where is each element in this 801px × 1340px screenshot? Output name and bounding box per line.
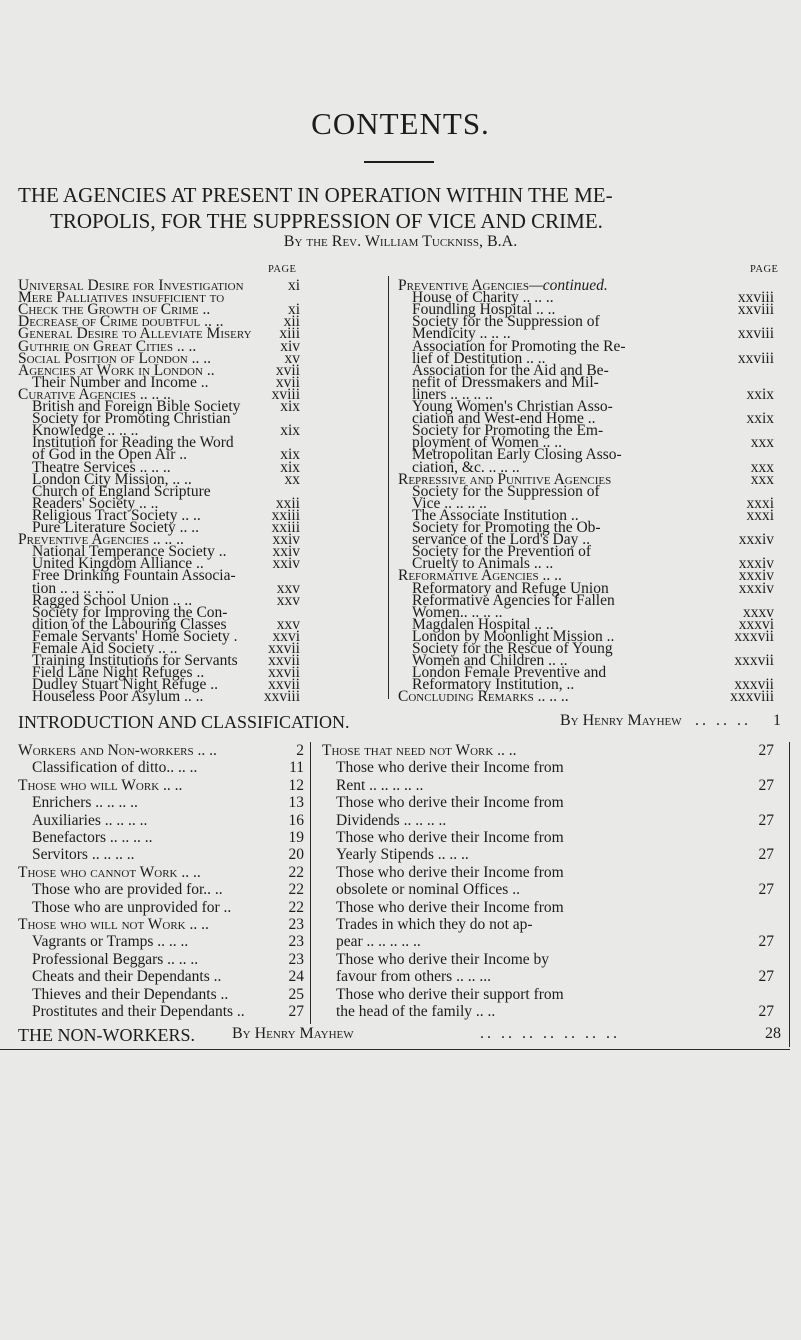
toc-entry-page: xiv <box>280 337 300 355</box>
toc-entry-text: Those who will Work .. .. <box>18 776 183 794</box>
toc-entry-text: Female Aid Society .. .. <box>32 640 178 657</box>
toc-entry-text: Trades in which they do not ap- <box>336 916 533 933</box>
toc-entry-page: 27 <box>758 846 774 864</box>
toc-entry-text: Those who are provided for.. .. <box>32 881 223 899</box>
toc-entry-text: Association for Promoting the Re- <box>412 337 626 355</box>
toc-entry-text: tion .. .. .. .. .. <box>32 579 115 597</box>
toc-entry-text: Training Institutions for Servants <box>32 652 238 670</box>
toc-entry-text: Society for the Rescue of Young <box>412 640 613 657</box>
toc-entry-page: xxx <box>750 458 774 476</box>
toc-entry-text: Mere Palliatives insufficient to <box>18 289 225 307</box>
toc-entry-page: xxvii <box>268 664 300 682</box>
toc-entry-page: 27 <box>758 776 774 794</box>
page-column-label-left: PAGE <box>268 264 297 275</box>
toc-entry-page: xxxvii <box>734 676 774 694</box>
toc-entry-page: xv <box>284 349 300 367</box>
toc-entry <box>322 759 774 777</box>
toc-entry-text: Check the Growth of Crime .. <box>18 301 211 319</box>
toc-entry-page: 22 <box>288 898 304 916</box>
toc-entry-text: Society for Promoting Christian <box>32 410 231 428</box>
toc-entry-page: xxvi <box>272 627 300 645</box>
toc-entry-page: 27 <box>288 1003 304 1020</box>
toc-entry <box>18 933 304 951</box>
toc-entry-page: xviii <box>271 385 300 403</box>
page-title: CONTENTS. <box>311 106 490 141</box>
toc-entry-page: xix <box>280 446 300 464</box>
toc-entry-text: Rent .. .. .. .. .. <box>336 776 424 794</box>
toc-entry-page: xix <box>280 422 300 440</box>
toc-entry-text: Theatre Services .. .. .. <box>32 458 171 476</box>
toc-entry-text: Magdalen Hospital .. .. <box>412 615 554 633</box>
right-edge-rule <box>789 742 790 1047</box>
toc-entry-text: Society for the Prevention of <box>412 543 592 561</box>
section1-title-line1: THE AGENCIES AT PRESENT IN OPERATION WITHIN THE ME- <box>18 183 613 207</box>
toc-section-entry <box>322 742 774 760</box>
toc-entry-page: 23 <box>288 950 304 968</box>
toc-entry-text: servance of the Lord's Day .. <box>412 531 590 549</box>
column-divider <box>388 276 389 699</box>
toc-entry-text: Female Servants' Home Society . <box>32 627 238 645</box>
toc-entry-page: 12 <box>288 776 304 794</box>
toc-entry-text: Guthrie on Great Cities .. .. <box>18 337 197 355</box>
toc-entry <box>322 864 774 882</box>
toc-entry-text: London Female Preventive and <box>412 664 607 682</box>
section1-author: By the Rev. William Tuckniss, B.A. <box>283 233 518 250</box>
section3-dots: .. .. .. .. .. .. .. <box>480 1025 620 1042</box>
toc-entry-page: xxviii <box>263 688 300 706</box>
toc-entry-text: of God in the Open Air .. <box>32 446 187 464</box>
toc-entry-text: Pure Literature Society .. .. <box>32 519 200 536</box>
toc-entry-page: 27 <box>758 881 774 899</box>
title-rule <box>364 161 434 163</box>
toc-entry-text: Society for the Suppression of <box>412 313 600 331</box>
toc-entry <box>322 829 774 847</box>
toc-entry-page: 27 <box>758 742 774 759</box>
toc-entry-page: xxvii <box>268 640 300 657</box>
toc-entry-page: xxxvii <box>734 652 774 670</box>
toc-entry-text: pear .. .. .. .. .. <box>336 933 421 951</box>
toc-section-entry <box>18 864 304 882</box>
toc-entry-text: Those who derive their Income from <box>336 794 564 812</box>
toc-entry <box>18 846 304 864</box>
toc-entry-page: xxix <box>746 410 774 428</box>
toc-entry-text: Those who will not Work .. .. <box>18 916 209 933</box>
toc-entry-text: Yearly Stipends .. .. .. <box>336 846 469 864</box>
toc-entry-text: Curative Agencies .. .. .. <box>18 385 171 403</box>
toc-entry-page: xxv <box>276 579 300 597</box>
toc-entry-text: Professional Beggars .. .. .. <box>32 950 199 968</box>
toc-entry <box>322 777 774 795</box>
toc-entry <box>322 933 774 951</box>
toc-entry-text: Association for the Aid and Be- <box>412 361 609 379</box>
section2-title: INTRODUCTION AND CLASSIFICATION. <box>18 712 350 732</box>
toc-entry <box>18 829 304 847</box>
toc-entry-text: General Desire to Alleviate Misery <box>18 325 252 343</box>
toc-entry-text: Foundling Hospital .. .. <box>412 301 556 319</box>
toc-entry-text: Cruelty to Animals .. .. <box>412 555 554 573</box>
toc-entry-text: Field Lane Night Refuges .. <box>32 664 205 682</box>
toc-entry-text: Cheats and their Dependants .. <box>32 968 222 986</box>
toc-entry-text: Workers and Non-workers .. .. <box>18 742 217 759</box>
toc-entry-text: Society for Promoting the Em- <box>412 422 604 440</box>
toc-entry-page: xi <box>287 277 300 294</box>
section3-page: 28 <box>765 1025 781 1042</box>
toc-entry-text: Their Number and Income .. <box>32 373 209 391</box>
section2-author: By Henry Mayhew <box>560 712 682 729</box>
toc-entry-text: Houseless Poor Asylum .. .. <box>32 688 204 706</box>
toc-entry-page: 22 <box>288 863 304 881</box>
header-main-text: Preventive Agencies <box>398 277 529 294</box>
toc-entry-text: Vice .. .. .. .. <box>412 494 487 512</box>
toc-entry-text: Repressive and Punitive Agencies <box>398 470 612 488</box>
toc-entry-page: xvii <box>275 361 300 379</box>
toc-entry-page: xxxiv <box>738 579 774 597</box>
toc-entry <box>18 812 304 830</box>
toc-entry-page: 25 <box>288 985 304 1003</box>
toc-section-entry <box>18 777 304 795</box>
toc-entry-page: 11 <box>289 759 304 777</box>
toc-entry-page: xxxi <box>746 506 774 524</box>
toc-entry-text: Prostitutes and their Dependants .. <box>32 1003 245 1020</box>
bottom-rule <box>0 1049 790 1050</box>
toc-entry-page: xxviii <box>737 349 774 367</box>
toc-entry-text: favour from others .. .. ... <box>336 968 491 986</box>
toc-entry-text: Society for the Suppression of <box>412 482 600 500</box>
section3-title: THE NON-WORKERS. <box>18 1025 195 1045</box>
toc-entry-text: Thieves and their Dependants .. <box>32 985 229 1003</box>
toc-entry-text: Auxiliaries .. .. .. .. <box>32 811 148 829</box>
toc-entry-page: xxv <box>276 591 300 609</box>
toc-entry-text: Those who derive their Income from <box>336 759 564 777</box>
toc-entry-text: Church of England Scripture <box>32 482 211 500</box>
toc-entry-text: obsolete or nominal Offices .. <box>336 881 520 899</box>
toc-entry-text: The Associate Institution .. <box>412 506 579 524</box>
toc-entry-text: Vagrants or Tramps .. .. .. <box>32 933 189 951</box>
toc-entry-text: Those who derive their Income from <box>336 829 564 846</box>
toc-entry <box>18 899 304 917</box>
toc-entry-text: Those who derive their Income from <box>336 898 564 916</box>
toc-entry <box>18 1003 304 1021</box>
toc-entry <box>322 986 774 1004</box>
header-continued-text: —continued. <box>529 277 608 294</box>
toc-entry-text: lief of Destitution .. .. <box>412 349 546 367</box>
toc-entry-page: 16 <box>288 811 304 829</box>
toc-entry-text: Society for Promoting the Ob- <box>412 519 601 536</box>
toc-entry-text: House of Charity .. .. .. <box>412 289 554 307</box>
toc-entry <box>322 968 774 986</box>
toc-entry-page: xi <box>287 301 300 319</box>
toc-entry-page: xix <box>280 398 300 415</box>
toc-entry <box>322 881 774 899</box>
toc-entry <box>322 899 774 917</box>
toc-entry-text: Women.. .. .. .. <box>412 603 503 621</box>
toc-entry <box>18 951 304 969</box>
toc-entry-text: London City Mission, .. .. <box>32 470 192 488</box>
toc-entry-page: xxvii <box>268 676 300 694</box>
toc-entry-page: xxiii <box>271 506 300 524</box>
page-column-label-right: PAGE <box>750 264 779 275</box>
toc-entry-text: Readers' Society .. .. <box>32 494 159 512</box>
toc-entry-text: Religious Tract Society .. .. <box>32 506 201 524</box>
toc-entry-page: 27 <box>758 933 774 951</box>
toc-entry-text: ciation, &c. .. .. .. <box>412 458 520 476</box>
toc-entry-text: Dividends .. .. .. .. <box>336 811 447 829</box>
toc-entry-page: 20 <box>288 846 304 864</box>
toc-entry-page: xxx <box>750 434 774 452</box>
toc-entry <box>18 968 304 986</box>
toc-entry <box>18 986 304 1004</box>
toc-entry-page: xxv <box>276 615 300 633</box>
toc-section-entry <box>18 742 304 760</box>
toc-entry-text: Decrease of Crime doubtful .. .. <box>18 313 224 331</box>
toc-entry-page: xxxiv <box>738 567 774 585</box>
toc-entry-text: Reformative Agencies for Fallen <box>412 591 615 609</box>
toc-entry <box>322 812 774 830</box>
toc-entry-page: xxxvii <box>734 627 774 645</box>
toc-entry <box>322 916 774 934</box>
toc-entry-text: Mendicity .. .. .. <box>412 325 511 343</box>
toc-entry-text: Those who derive their support from <box>336 985 564 1003</box>
toc-entry-text: London by Moonlight Mission .. <box>412 627 615 645</box>
toc-entry-page: xxxviii <box>730 688 774 706</box>
toc-entry-page: xxviii <box>737 325 774 343</box>
toc-entry-text: British and Foreign Bible Society <box>32 398 241 415</box>
toc-entry-text: Reformatory Institution, .. <box>412 676 575 694</box>
toc-entry-page: xxiii <box>271 519 300 536</box>
toc-entry-page: xxiv <box>272 543 300 561</box>
toc-section-entry <box>18 916 304 934</box>
toc-entry-text: Metropolitan Early Closing Asso- <box>412 446 622 464</box>
toc-entry-page: xxxiv <box>738 555 774 573</box>
toc-entry-text: United Kingdom Alliance .. <box>32 555 204 573</box>
toc-entry-text: National Temperance Society .. <box>32 543 227 561</box>
toc-entry-text: ployment of Women .. .. <box>412 434 563 452</box>
toc-entry-page: xxxiv <box>738 531 774 549</box>
toc-entry-text: ciation and West-end Home .. <box>412 410 596 428</box>
toc-entry-text: Institution for Reading the Word <box>32 434 234 452</box>
toc-entry-page: 13 <box>288 794 304 812</box>
toc-entry-page: xxiv <box>272 531 300 549</box>
toc-entry-text: the head of the family .. .. <box>336 1003 496 1020</box>
toc-entry-page: 27 <box>758 811 774 829</box>
toc-entry <box>18 881 304 899</box>
toc-entry-text: Those that need not Work .. .. <box>322 742 517 759</box>
toc-entry-text: Ragged School Union .. .. <box>32 591 193 609</box>
toc-entry-text: Universal Desire for Investigation <box>18 277 244 294</box>
toc-entry-text: Dudley Stuart Night Refuge .. <box>32 676 218 694</box>
toc-entry-text: Women and Children .. .. <box>412 652 568 670</box>
toc-entry-text: Reformatory and Refuge Union <box>412 579 609 597</box>
toc-entry-text: Enrichers .. .. .. .. <box>32 794 138 812</box>
toc-entry-text: Reformative Agencies .. .. <box>398 567 562 585</box>
section3-author: By Henry Mayhew <box>232 1025 354 1042</box>
toc-entry-page: 2 <box>296 742 304 759</box>
toc-entry-page: 19 <box>288 829 304 846</box>
toc-entry-page: 27 <box>758 1003 774 1020</box>
toc-entry <box>18 794 304 812</box>
toc-entry-page: 27 <box>758 968 774 986</box>
section2-page: 1 <box>773 712 781 729</box>
section2-divider <box>310 742 311 1024</box>
toc-entry <box>18 759 304 777</box>
toc-entry-text: Young Women's Christian Asso- <box>412 398 613 415</box>
toc-entry-page: xxix <box>746 385 774 403</box>
toc-entry <box>322 1003 774 1021</box>
section1-title-line2: TROPOLIS, FOR THE SUPPRESSION OF VICE AND CRIME. <box>50 209 603 233</box>
toc-entry-page: 23 <box>288 933 304 951</box>
toc-entry-text: Those who derive their Income by <box>336 950 550 968</box>
toc-entry-page: xii <box>283 313 300 331</box>
toc-entry-text: liners .. .. .. .. <box>412 385 493 403</box>
toc-entry-text: Those who derive their Income from <box>336 863 564 881</box>
toc-entry-page: xx <box>284 470 300 488</box>
toc-entry-page: xxviii <box>737 301 774 319</box>
toc-entry-page: xxvii <box>268 652 300 670</box>
toc-entry-page: xiii <box>279 325 300 343</box>
toc-entry-text: dition of the Labouring Classes <box>32 615 227 633</box>
toc-entry-page: 22 <box>288 881 304 899</box>
toc-entry-page: xxxv <box>743 603 774 621</box>
toc-entry <box>322 846 774 864</box>
toc-entry-text: Knowledge .. .. .. <box>32 422 139 440</box>
toc-entry-text: Concluding Remarks .. .. .. <box>398 688 569 706</box>
toc-entry-page: xvii <box>275 373 300 391</box>
toc-entry-page: xxx <box>750 470 774 488</box>
toc-entry-text: Social Position of London .. .. <box>18 349 211 367</box>
toc-entry <box>322 794 774 812</box>
toc-entry-page: xxii <box>275 494 300 512</box>
toc-entry-page: xxxvi <box>738 615 774 633</box>
toc-entry-text: Society for Improving the Con- <box>32 603 228 621</box>
toc-entry-text: Servitors .. .. .. .. <box>32 846 135 864</box>
toc-entry-text: Agencies at Work in London .. <box>18 361 215 379</box>
toc-entry-text: Free Drinking Fountain Associa- <box>32 567 236 585</box>
section2-dots: .. .. .. <box>695 712 751 729</box>
toc-entry-page: 23 <box>288 916 304 933</box>
toc-entry-page: 24 <box>288 968 304 986</box>
toc-entry <box>18 688 300 706</box>
toc-entry <box>322 951 774 969</box>
toc-entry-text: Those who cannot Work .. .. <box>18 863 201 881</box>
toc-entry-page: xxviii <box>737 289 774 307</box>
toc-entry-text: Those who are unprovided for .. <box>32 898 232 916</box>
toc-entry-text: Preventive Agencies .. .. .. <box>18 531 184 549</box>
toc-entry-text: nefit of Dressmakers and Mil- <box>412 373 599 391</box>
toc-entry-text: Benefactors .. .. .. .. <box>32 829 153 846</box>
toc-section-entry <box>398 688 774 706</box>
toc-entry-page: xxxi <box>746 494 774 512</box>
toc-entry-page: xxiv <box>272 555 300 573</box>
toc-entry-text: Classification of ditto.. .. .. <box>32 759 198 777</box>
toc-entry-page: xix <box>280 458 300 476</box>
